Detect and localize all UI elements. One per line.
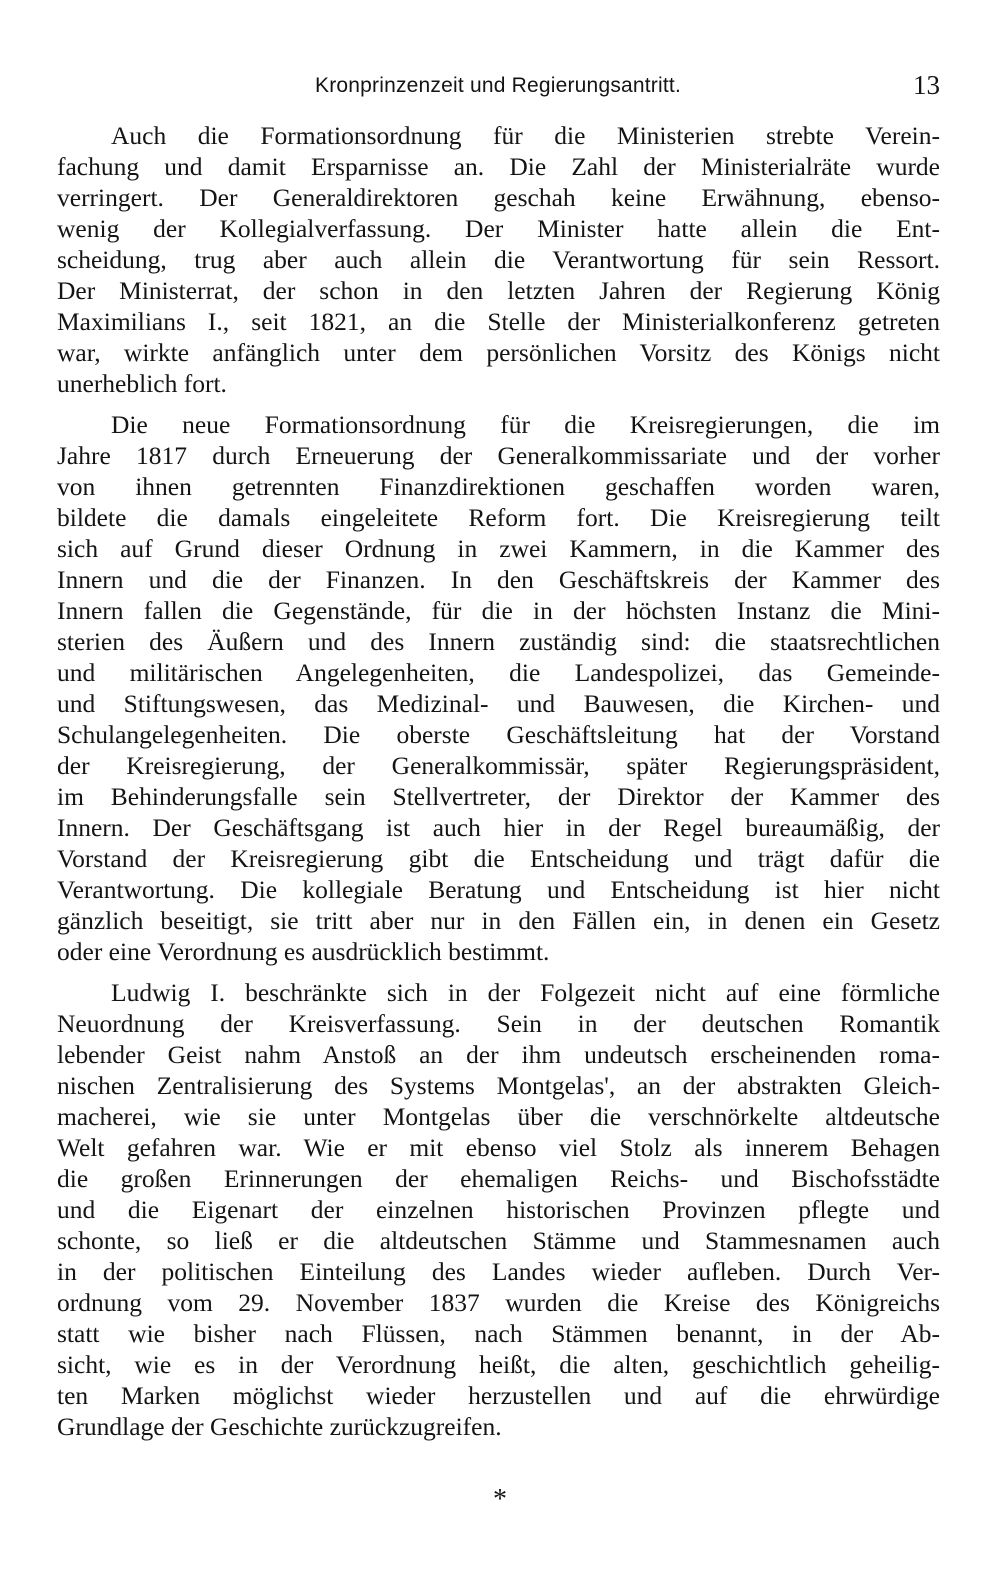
running-title: Kronprinzenzeit und Regierungsantritt. xyxy=(315,74,681,97)
text-line: oder eine Verordnung es ausdrücklich bestimmt. xyxy=(57,937,550,966)
text-line: Schulangelegenheiten. Die oberste Geschäftsleitung hat der Vorstand xyxy=(57,720,940,749)
text-line: war, wirkte anfänglich unter dem persönlichen Vorsitz des Königs nicht xyxy=(57,338,940,367)
text-line: im Behinderungsfalle sein Stellvertreter, der Direktor der Kammer des xyxy=(57,782,940,811)
text-line: der Kreisregierung, der Generalkommissär, später Regierungspräsident, xyxy=(57,751,940,780)
text-line: fachung und damit Ersparnisse an. Die Zahl der Ministerialräte wurde xyxy=(57,152,940,181)
text-line: und die Eigenart der einzelnen historischen Provinzen pflegte und xyxy=(57,1195,940,1224)
text-line: Auch die Formationsordnung für die Ministerien strebte Verein- xyxy=(111,121,940,150)
text-line: bildete die damals eingeleitete Reform fort. Die Kreisregierung teilt xyxy=(57,503,940,532)
text-line: Neuordnung der Kreisverfassung. Sein in der deutschen Romantik xyxy=(57,1009,940,1038)
text-line: und militärischen Angelegenheiten, die Landespolizei, das Gemeinde- xyxy=(57,658,940,687)
text-line: Die neue Formationsordnung für die Kreisregierungen, die im xyxy=(111,410,940,439)
text-line: die großen Erinnerungen der ehemaligen Reichs- und Bischofsstädte xyxy=(57,1164,940,1193)
text-line: unerheblich fort. xyxy=(57,369,227,398)
text-line: und Stiftungswesen, das Medizinal- und Bauwesen, die Kirchen- und xyxy=(57,689,940,718)
text-line: verringert. Der Generaldirektoren geschah keine Erwähnung, ebenso- xyxy=(57,183,940,212)
text-line: scheidung, trug aber auch allein die Verantwortung für sein Ressort. xyxy=(57,245,940,274)
text-line: wenig der Kollegialverfassung. Der Minister hatte allein die Ent- xyxy=(57,214,940,243)
text-line: macherei, wie sie unter Montgelas über die verschnörkelte altdeutsche xyxy=(57,1102,940,1131)
text-line: ten Marken möglichst wieder herzustellen und auf die ehrwürdige xyxy=(57,1381,940,1410)
text-line: gänzlich beseitigt, sie tritt aber nur in den Fällen ein, in denen ein Gesetz xyxy=(57,906,940,935)
text-line: in der politischen Einteilung des Landes wieder aufleben. Durch Ver- xyxy=(57,1257,940,1286)
text-line: Innern und die der Finanzen. In den Geschäftskreis der Kammer des xyxy=(57,565,940,594)
text-line: sicht, wie es in der Verordnung heißt, die alten, geschichtlich geheilig- xyxy=(57,1350,940,1379)
text-line: Ludwig I. beschränkte sich in der Folgezeit nicht auf eine förmliche xyxy=(111,978,940,1007)
text-line: nischen Zentralisierung des Systems Montgelas', an der abstrakten Gleich- xyxy=(57,1071,940,1100)
page-number: 13 xyxy=(913,70,940,100)
text-line: sterien des Äußern und des Innern zuständig sind: die staatsrechtlichen xyxy=(57,627,940,656)
text-line: statt wie bisher nach Flüssen, nach Stämmen benannt, in der Ab- xyxy=(57,1319,940,1348)
text-line: von ihnen getrennten Finanzdirektionen geschaffen worden waren, xyxy=(57,472,940,501)
paragraph xyxy=(57,409,940,967)
running-head xyxy=(56,68,940,108)
text-line: Welt gefahren war. Wie er mit ebenso viel Stolz als innerem Behagen xyxy=(57,1133,940,1162)
text-line: schonte, so ließ er die altdeutschen Stämme und Stammesnamen auch xyxy=(57,1226,940,1255)
body-text xyxy=(57,120,940,1452)
text-line: Jahre 1817 durch Erneuerung der Generalkommissariate und der vorher xyxy=(57,441,940,470)
paragraph xyxy=(57,120,940,399)
text-line: Grundlage der Geschichte zurückzugreifen. xyxy=(57,1412,502,1441)
text-line: Verantwortung. Die kollegiale Beratung und Entscheidung ist hier nicht xyxy=(57,875,940,904)
text-line: Innern. Der Geschäftsgang ist auch hier in der Regel bureaumäßig, der xyxy=(57,813,940,842)
text-line: Vorstand der Kreisregierung gibt die Entscheidung und trägt dafür die xyxy=(57,844,940,873)
text-line: lebender Geist nahm Anstoß an der ihm undeutsch erscheinenden roma- xyxy=(57,1040,940,1069)
paragraph xyxy=(57,977,940,1442)
section-separator: * xyxy=(493,1484,507,1515)
text-line: Innern fallen die Gegenstände, für die in der höchsten Instanz die Mini- xyxy=(57,596,940,625)
text-line: sich auf Grund dieser Ordnung in zwei Kammern, in die Kammer des xyxy=(57,534,940,563)
text-line: ordnung vom 29. November 1837 wurden die Kreise des Königreichs xyxy=(57,1288,940,1317)
text-line: Maximilians I., seit 1821, an die Stelle der Ministerialkonferenz getreten xyxy=(57,307,940,336)
text-line: Der Ministerrat, der schon in den letzten Jahren der Regierung König xyxy=(57,276,940,305)
